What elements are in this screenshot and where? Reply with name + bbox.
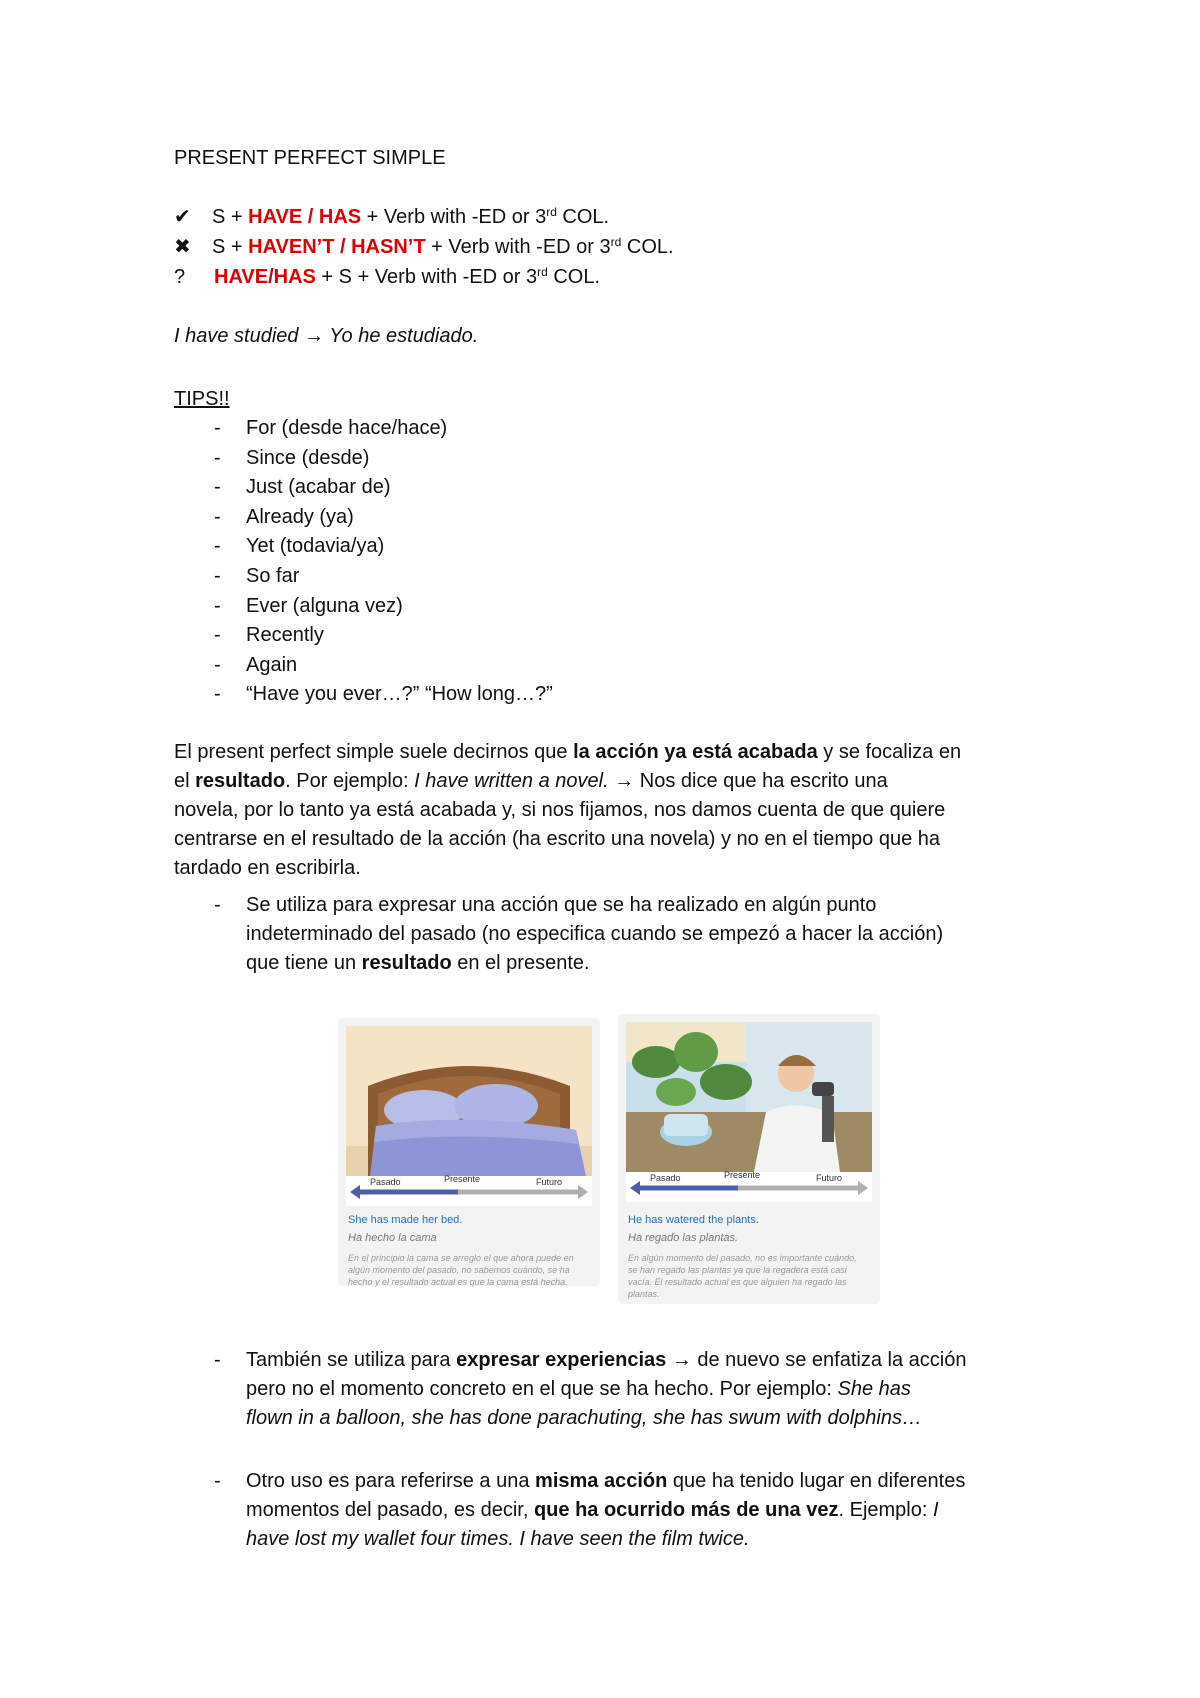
bed-illustration — [346, 1026, 592, 1206]
bullet-dash: - — [214, 535, 221, 558]
arrow-icon: → — [304, 325, 325, 347]
tip-item: Since (desde) — [246, 446, 370, 469]
tip-item: Recently — [246, 624, 324, 647]
example-sentence: I have studied → Yo he estudiado. — [174, 325, 479, 347]
page-title: PRESENT PERFECT SIMPLE — [174, 147, 446, 169]
question-icon: ? — [174, 266, 186, 288]
caption-note: En el principio la cama se arreglo el que ahora puede en algún momento del pasado, no sabemos cuándo, se ha hecho y el resultado actual es que la cama está hecha. — [348, 1253, 574, 1287]
tip-item: For (desde hace/hace) — [246, 417, 448, 439]
bullet-dash: - — [214, 594, 221, 617]
explanation-paragraph: El present perfect simple suele decirnos que la acción ya está acabada y se focaliza en el resultado. Por ejemplo: I have written a novel. → Nos dice que ha escrito una novela, por lo tanto ya está acabada y, si nos fijamos, nos damos cuenta de que quiere centrarse en el resultado de la acción (ha escrito una novela) y no en el tiempo que ha tardado en escribirla. — [174, 741, 962, 879]
timeline-past-label: Pasado — [650, 1173, 681, 1183]
bullet-dash: - — [214, 476, 221, 499]
bullet-dash: - — [214, 624, 221, 647]
use-result-item: Se utiliza para expresar una acción que se ha realizado en algún punto indeterminado del pasado (no especifica cuando se empezó a hacer la acción) que tiene un resultado en el presente. — [246, 894, 944, 974]
caption-spanish: Ha regado las plantas. — [628, 1232, 739, 1244]
caption-note: En algún momento del pasado, no es importante cuándo, se han regado las plantas ya que la regadera está casi vacía. El resultado actual es que alguien ha regado las plantas. — [628, 1253, 857, 1299]
bullet-dash: - — [214, 505, 221, 528]
negative-form: ✖ S + HAVEN’T / HASN’T + Verb with -ED or 3rd COL. — [174, 233, 674, 262]
bullet-dash: - — [214, 446, 221, 469]
tips-heading: TIPS!! — [174, 388, 230, 410]
timeline-future-label: Futuro — [816, 1173, 843, 1183]
tip-item: “Have you ever…?” “How long…?” — [246, 683, 553, 706]
illustration-card-bed — [338, 1018, 600, 1286]
use-repeated-action-item: Otro uso es para referirse a una misma acción que ha tenido lugar en diferentes momentos del pasado, es decir, que ha ocurrido más de una vez. Ejemplo: I have lost my wallet four times. I have seen the film twice. — [246, 1470, 966, 1550]
bullet-dash: - — [214, 565, 221, 587]
check-icon: ✔ — [174, 206, 191, 228]
plants-illustration — [626, 1022, 872, 1202]
caption-english: She has made her bed. — [348, 1214, 463, 1226]
bullet-dash: - — [214, 1470, 221, 1492]
affirmative-form: ✔ S + HAVE / HAS + Verb with -ED or 3rd COL. — [174, 203, 609, 232]
bullet-dash: - — [214, 1349, 221, 1371]
timeline-past-label: Pasado — [370, 1177, 401, 1187]
timeline-future-label: Futuro — [536, 1177, 563, 1187]
use-experiences-item: También se utiliza para expresar experiencias → de nuevo se enfatiza la acción pero no el momento concreto en el que se ha hecho. Por ejemplo: She has flown in a balloon, she has done parachuting, she has swum with dolphins… — [246, 1349, 967, 1429]
illustration-card-plants — [618, 1014, 880, 1304]
timeline-present-label: Presente — [724, 1170, 761, 1180]
question-form: ? HAVE/HAS + S + Verb with -ED or 3rd COL. — [174, 263, 600, 292]
tip-item: Again — [246, 653, 298, 676]
tip-item: Yet (todavia/ya) — [246, 535, 385, 558]
bullet-dash: - — [214, 894, 221, 916]
bullet-dash: - — [214, 683, 221, 706]
bullet-dash: - — [214, 653, 221, 676]
caption-english: He has watered the plants. — [628, 1214, 759, 1226]
caption-spanish: Ha hecho la cama — [348, 1232, 437, 1244]
cross-icon: ✖ — [174, 236, 191, 258]
tip-item: Just (acabar de) — [246, 476, 391, 499]
bullet-dash: - — [214, 417, 221, 439]
tip-item: Ever (alguna vez) — [246, 594, 403, 617]
tip-item: Already (ya) — [246, 505, 354, 528]
timeline-present-label: Presente — [444, 1174, 481, 1184]
tip-item: So far — [246, 565, 300, 587]
